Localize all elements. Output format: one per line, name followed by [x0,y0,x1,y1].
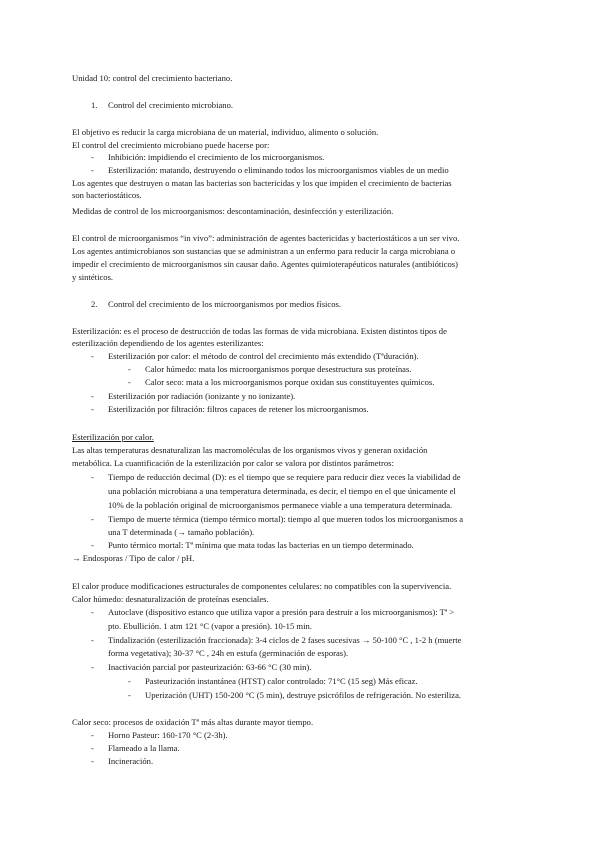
paragraph: son bacteriostáticos. [72,190,142,200]
bullet-dash: - [91,730,94,740]
paragraph: El control del crecimiento microbiano puede hacerse por: [72,140,270,150]
list-item-continuation: 10% de la población original de microorganismos permanece viable a una temperatura determinada. [108,500,453,510]
sub-list-item: Pasteurización instantánea (HTST) calor controlado: 71°C (15 seg) Más eficaz. [145,676,418,686]
list-item: Flameado a la llama. [108,743,180,753]
bullet-dash: - [91,152,94,162]
list-item: Esterilización por filtración: filtros capaces de retener los microorganismos. [108,404,369,414]
bullet-dash: - [91,351,94,361]
bullet-dash: - [128,690,131,700]
list-item: Incineración. [108,756,154,766]
bullet-dash: - [91,404,94,414]
list-item-continuation: una población microbiana a una temperatura determinada, es decir, el tiempo en el que únicamente el [108,486,456,496]
paragraph: esterilización dependiendo de los agentes esterilizantes: [72,338,264,348]
list-item: Tindalización (esterilización fraccionada): 3-4 ciclos de 2 fases sucesivas → 50-100 °C , 1-2 h (muerte [108,635,462,645]
list-item: Esterilización: matando, destruyendo o eliminando todos los microorganismos viables de un medio [108,165,449,175]
list-item: Horno Pasteur: 160-170 °C (2-3h). [108,730,228,740]
list-item: Inhibición: impidiendo el crecimiento de los microorganismos. [108,152,325,162]
bullet-dash: - [91,607,94,617]
sub-list-item: Calor seco: mata a los microorganismos porque oxidan sus constituyentes químicos. [145,377,435,387]
paragraph: metabólica. La cuantificación de la esterilización por calor se valora por distintos parámetros: [72,458,394,468]
list-item-continuation: pto. Ebullición. 1 atm 121 °C (vapor a presión). 10-15 min. [108,621,312,631]
list-item: Esterilización por calor: el método de control del crecimiento más extendido (Tªduración). [108,351,419,361]
unit-title: Unidad 10: control del crecimiento bacteriano. [72,73,233,83]
bullet-dash: - [128,364,131,374]
paragraph: El control de microorganismos “in vivo”: administración de agentes bactericidas y bacteriostáticos a un ser vivo. [72,233,460,243]
paragraph: Los agentes antimicrobianos son sustancias que se administran a un enfermo para reducir la carga microbiana o [72,246,456,256]
list-item: Tiempo de reducción decimal (D): es el tiempo que se requiere para reducir diez veces la viabilidad de [108,472,461,482]
paragraph: Las altas temperaturas desnaturalizan las macromoléculas de los organismos vivos y generan oxidación [72,445,428,455]
list-item: Tiempo de muerte térmica (tiempo térmico mortal): tiempo al que mueren todos los microorganismos a [108,514,464,524]
bullet-dash: - [91,165,94,175]
paragraph: Medidas de control de los microorganismos: descontaminación, desinfección y esterilización. [72,206,394,216]
bullet-dash: - [91,635,94,645]
bullet-dash: - [91,391,94,401]
bullet-dash: - [91,514,94,524]
bullet-dash: - [91,756,94,766]
heat-sterilization-heading: Esterilización por calor. [72,432,154,442]
paragraph: El calor produce modificaciones estructurales de componentes celulares: no compatibles con la supervivencia. [72,581,452,591]
bullet-dash: - [91,540,94,550]
paragraph: Los agentes que destruyen o matan las bacterias son bactericidas y los que impiden el crecimiento de bacterias [72,178,452,188]
bullet-dash: - [128,676,131,686]
paragraph: Calor húmedo: desnaturalización de proteínas esenciales. [72,594,269,604]
bullet-dash: - [91,662,94,672]
list-item-continuation: una T determinada (→ tamaño población). [108,527,255,537]
paragraph: y sintéticos. [72,272,114,282]
list-item: Punto térmico mortal: Tª mínima que mata todas las bacterias en un tiempo determinado. [108,540,414,550]
sub-list-item: Calor húmedo: mata los microorganismos porque desestructura sus proteínas. [145,364,412,374]
list-item-continuation: forma vegetativa); 30-37 °C , 24h en estufa (germinación de esporas). [108,648,349,658]
paragraph: El objetivo es reducir la carga microbiana de un material, individuo, alimento o solución. [72,127,379,137]
list-item: Inactivación parcial por pasteurización: 63-66 °C (30 min). [108,662,312,672]
section-2-title: Control del crecimiento de los microorganismos por medios físicos. [108,299,342,309]
paragraph: Calor seco: procesos de oxidación Tª más altas durante mayor tiempo. [72,717,314,727]
sub-list-item: Uperización (UHT) 150-200 °C (5 min), destruye psicrófilos de refrigeración. No esteriliza. [145,690,462,700]
section-1-number: 1. [91,100,98,110]
bullet-dash: - [128,377,131,387]
paragraph: impedir el crecimiento de microorganismos sin causar daño. Agentes quimioterapéuticos naturales (antibióticos) [72,259,458,269]
paragraph: → Endosporas / Tipo de calor / pH. [72,553,195,563]
list-item: Esterilización por radiación (ionizante y no ionizante). [108,391,296,401]
section-2-number: 2. [91,299,98,309]
paragraph: Esterilización: es el proceso de destrucción de todas las formas de vida microbiana. Existen distintos tipos de [72,326,447,336]
bullet-dash: - [91,743,94,753]
list-item: Autoclave (dispositivo estanco que utiliza vapor a presión para destruir a los microorganismos): Tª > [108,607,455,617]
bullet-dash: - [91,472,94,482]
section-1-title: Control del crecimiento microbiano. [108,100,234,110]
